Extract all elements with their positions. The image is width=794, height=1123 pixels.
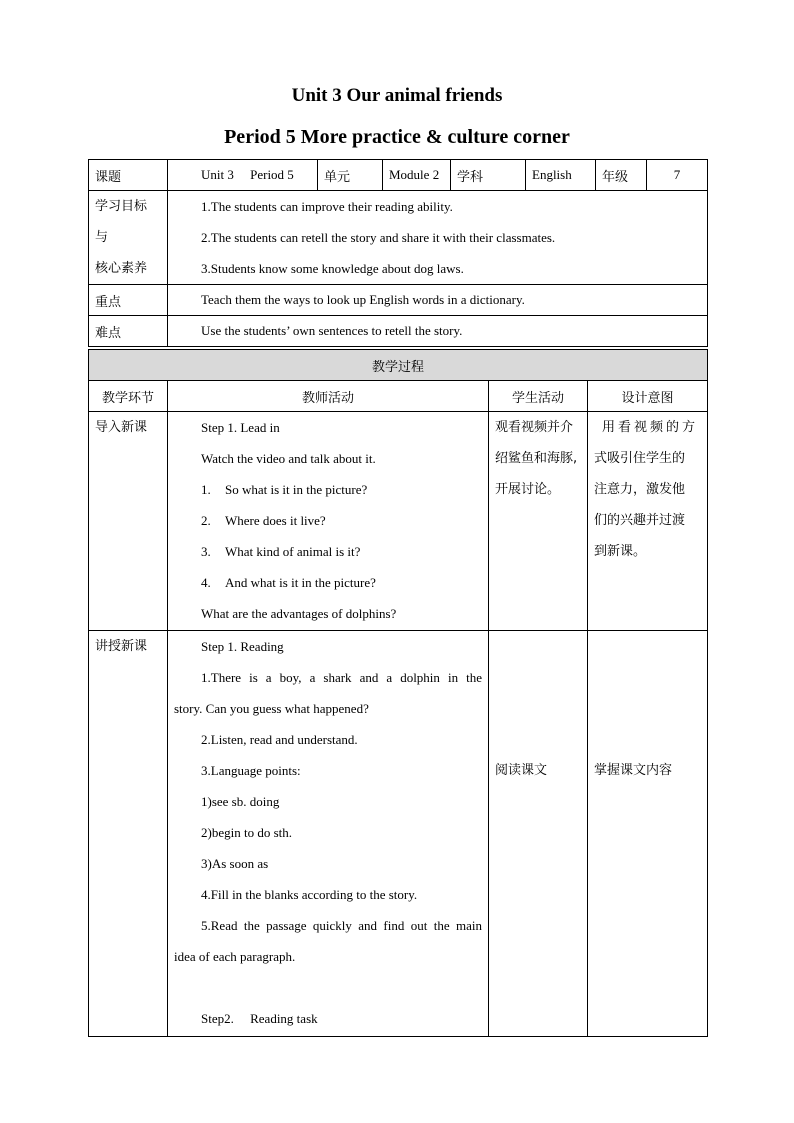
intro-q1 (168, 474, 488, 505)
label-grade: 年级 (596, 160, 647, 191)
header-teacher: 教师活动 (168, 381, 489, 412)
teach-blank-line (168, 972, 488, 1003)
intro-student-3: 开展讨论。 (495, 482, 561, 497)
goal-3: 3.Students know some knowledge about dog laws. (201, 261, 464, 276)
teach-p1b: story. Can you guess what happened? (174, 701, 369, 716)
intro-line-2: Watch the video and talk about it. (201, 451, 376, 466)
teach-student-text: 阅读课文 (495, 763, 548, 778)
intro-q2 (168, 505, 488, 536)
teach-design (588, 631, 708, 1037)
process-bar: 教学过程 (89, 350, 708, 381)
intro-student-1: 观看视频并介 (495, 420, 574, 435)
teach-stage (89, 631, 168, 1037)
teach-student-spacer (489, 631, 587, 755)
intro-q2-text: Where does it live? (225, 513, 326, 528)
intro-design-5: 到新课。 (594, 544, 647, 559)
unit-value: Module 2 (383, 160, 451, 191)
teach-stage-label: 讲授新课 (95, 639, 148, 654)
header-stage: 教学环节 (89, 381, 168, 412)
teach-p2: 2.Listen, read and understand. (201, 732, 358, 747)
header-design: 设计意图 (588, 381, 708, 412)
label-subject: 学科 (451, 160, 526, 191)
teach-design-text: 掌握课文内容 (594, 763, 673, 778)
teach-p4: 4.Fill in the blanks according to the story. (201, 887, 418, 902)
teach-student (489, 631, 588, 1037)
label-unit: 单元 (318, 160, 383, 191)
teach-lp1: 1)see sb. doing (201, 794, 280, 809)
label-topic: 课题 (89, 160, 168, 191)
intro-q3-num: 3. (201, 544, 211, 559)
intro-q4 (168, 567, 488, 598)
intro-stage (89, 412, 168, 631)
teach-p1a: 1.There is a boy, a shark and a dolphin in the (201, 670, 482, 685)
intro-design-2: 式吸引住学生的 (594, 451, 686, 466)
teach-teacher (168, 631, 489, 1037)
intro-design (588, 412, 708, 631)
label-key: 重点 (89, 285, 168, 316)
intro-q1-num: 1. (201, 482, 211, 497)
teach-step1: Step 1. Reading (201, 639, 284, 654)
goal-1: 1.The students can improve their reading ability. (201, 199, 453, 214)
intro-q4-num: 4. (201, 575, 211, 590)
lesson-info-table (88, 159, 708, 347)
intro-student (489, 412, 588, 631)
intro-q3 (168, 536, 488, 567)
label-goals (89, 191, 168, 285)
label-goals-line-3: 核心素养 (95, 261, 148, 276)
goal-2: 2.The students can retell the story and share it with their classmates. (201, 230, 556, 245)
intro-design-4: 们的兴趣并过渡 (594, 513, 686, 528)
goals-content (168, 191, 708, 285)
teaching-process-table (88, 349, 708, 1037)
intro-q2-num: 2. (201, 513, 211, 528)
teach-p3: 3.Language points: (201, 763, 301, 778)
document-subtitle: Period 5 More practice & culture corner (224, 126, 570, 148)
intro-q1-text: So what is it in the picture? (225, 482, 368, 497)
intro-design-1: 用看视频的方 (602, 420, 699, 435)
key-value: Teach them the ways to look up English words in a dictionary. (168, 285, 708, 316)
teach-lp3: 3)As soon as (201, 856, 269, 871)
intro-last-line: What are the advantages of dolphins? (201, 606, 397, 621)
teach-lp2: 2)begin to do sth. (201, 825, 292, 840)
difficult-value: Use the students’ own sentences to retell the story. (168, 316, 708, 347)
teach-design-spacer (588, 631, 707, 755)
intro-q4-text: And what is it in the picture? (225, 575, 376, 590)
header-student: 学生活动 (489, 381, 588, 412)
topic-value: Unit 3 Period 5 (168, 160, 318, 191)
document-title: Unit 3 Our animal friends (291, 85, 503, 106)
teach-step2: Step2. Reading task (201, 1011, 318, 1026)
subject-value: English (526, 160, 596, 191)
intro-q3-text: What kind of animal is it? (225, 544, 361, 559)
intro-student-2: 绍鲨鱼和海豚, (495, 451, 578, 466)
label-difficult: 难点 (89, 316, 168, 347)
intro-teacher (168, 412, 489, 631)
intro-line-1: Step 1. Lead in (201, 420, 280, 435)
intro-design-3: 注意力，激发他 (594, 482, 686, 497)
intro-stage-label: 导入新课 (95, 420, 148, 435)
grade-value: 7 (647, 160, 708, 191)
label-goals-line-2: 与 (95, 230, 109, 245)
label-goals-line-1: 学习目标 (95, 199, 148, 214)
teach-p5a: 5.Read the passage quickly and find out the main (201, 918, 482, 933)
teach-p5b: idea of each paragraph. (174, 949, 296, 964)
